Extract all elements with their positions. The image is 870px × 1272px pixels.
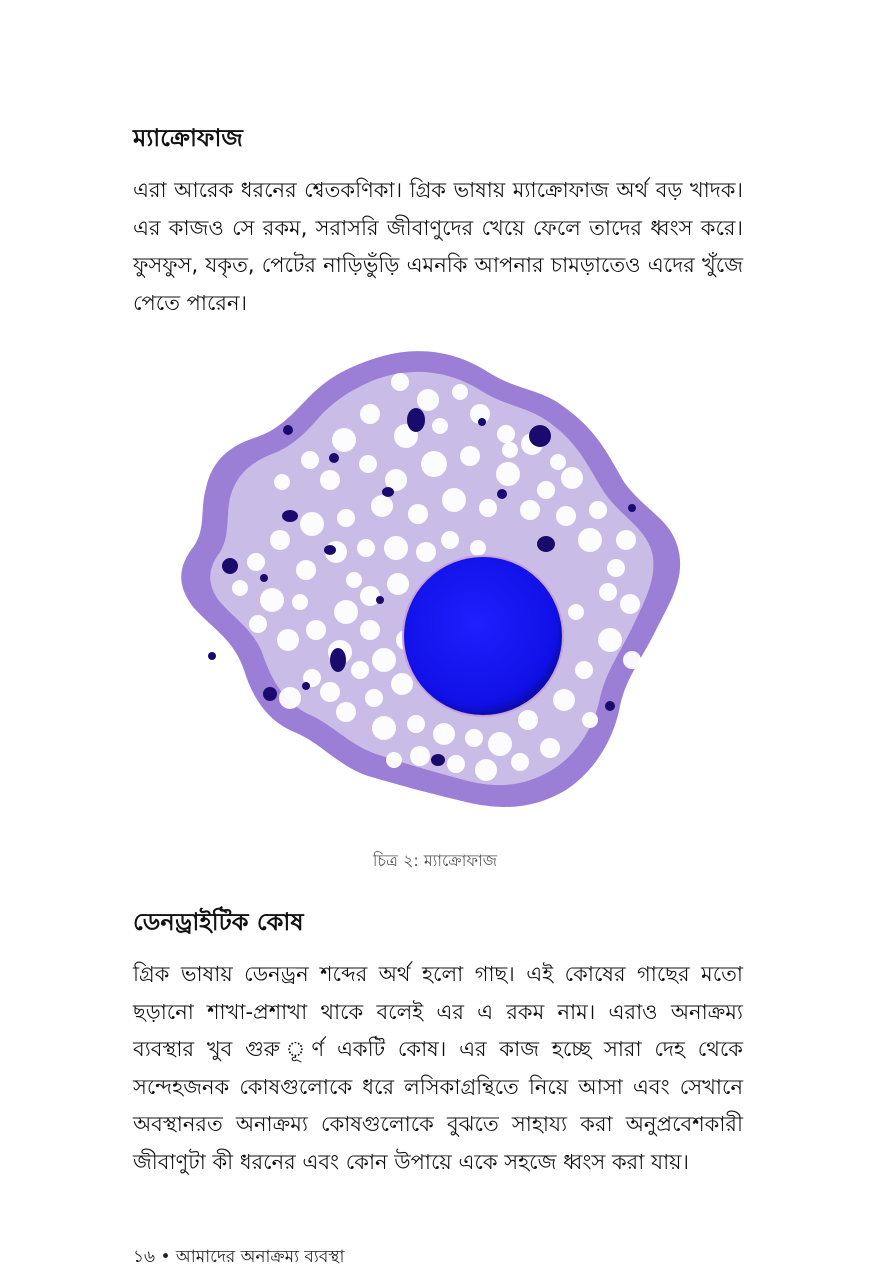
vacuole-65 bbox=[433, 723, 455, 745]
vacuole-13 bbox=[274, 474, 290, 490]
vacuole-84 bbox=[386, 752, 402, 768]
granule-6 bbox=[222, 558, 238, 574]
vacuole-42 bbox=[416, 542, 436, 562]
granule-7 bbox=[324, 545, 336, 555]
vacuole-69 bbox=[553, 689, 575, 711]
granule-20 bbox=[628, 504, 636, 512]
vacuole-44 bbox=[470, 540, 486, 556]
granule-2 bbox=[529, 425, 551, 447]
vacuole-68 bbox=[518, 710, 538, 730]
vacuole-79 bbox=[410, 746, 430, 766]
page-footer: ১৬ • আমাদের অনাক্রম্য ব্যবস্থা bbox=[133, 1247, 345, 1267]
vacuole-72 bbox=[620, 594, 640, 614]
vacuole-10 bbox=[550, 454, 566, 470]
vacuole-29 bbox=[442, 488, 466, 512]
vacuole-22 bbox=[589, 501, 607, 519]
vacuole-14 bbox=[320, 470, 340, 490]
vacuole-49 bbox=[360, 586, 380, 606]
vacuole-70 bbox=[575, 661, 593, 679]
vacuole-46 bbox=[277, 629, 299, 651]
vacuole-31 bbox=[371, 495, 393, 517]
vacuole-8 bbox=[497, 425, 515, 443]
vacuole-60 bbox=[336, 702, 356, 722]
vacuole-36 bbox=[232, 580, 248, 596]
vacuole-23 bbox=[616, 530, 636, 550]
granule-13 bbox=[605, 701, 615, 711]
vacuole-58 bbox=[372, 648, 396, 672]
vacuole-34 bbox=[270, 530, 290, 550]
vacuole-71 bbox=[598, 628, 622, 652]
vacuole-86 bbox=[346, 572, 362, 588]
granule-3 bbox=[282, 510, 298, 522]
vacuole-37 bbox=[260, 588, 284, 612]
vacuole-55 bbox=[279, 687, 301, 709]
vacuole-67 bbox=[488, 732, 512, 756]
figure-caption: চিত্র ২: ম্যাক্রোফাজ bbox=[372, 851, 498, 870]
paragraph-macrophage: এরা আরেক ধরনের শ্বেতকণিকা। গ্রিক ভাষায় ম্যাক্রোফাজ অর্থ বড় খাদক। এর কাজও সে রকম, সরাসরি জীবাণুদের খেয়ে ফেলে তাদের ধ্বংস করে। ফুসফুস, যকৃত, পেটের নাড়িভুঁড়ি এমনকি আপনার চামড়াতেও এদের খুঁজে পেতে পারেন। bbox=[133, 178, 743, 315]
vacuole-1 bbox=[391, 373, 409, 391]
granule-4 bbox=[382, 487, 394, 497]
granule-16 bbox=[329, 453, 339, 463]
vacuole-32 bbox=[337, 509, 355, 527]
vacuole-2 bbox=[417, 389, 439, 411]
vacuole-12 bbox=[301, 451, 319, 469]
vacuole-76 bbox=[511, 753, 529, 771]
granule-5 bbox=[497, 489, 507, 499]
vacuole-27 bbox=[520, 500, 540, 520]
vacuole-17 bbox=[421, 451, 447, 477]
vacuole-30 bbox=[408, 504, 428, 524]
vacuole-19 bbox=[496, 462, 520, 486]
vacuole-15 bbox=[359, 455, 377, 473]
granule-8 bbox=[260, 574, 268, 582]
vacuole-80 bbox=[582, 712, 598, 728]
granule-10 bbox=[330, 648, 346, 672]
vacuole-81 bbox=[623, 651, 641, 669]
nucleus bbox=[403, 556, 563, 716]
section-heading-dendritic-cell: ডেনড্রাইটিক কোষ bbox=[133, 908, 304, 936]
vacuole-11 bbox=[332, 428, 356, 452]
vacuole-26 bbox=[556, 506, 576, 526]
vacuole-62 bbox=[391, 673, 413, 695]
vacuole-41 bbox=[384, 536, 408, 560]
vacuole-82 bbox=[292, 594, 308, 610]
vacuole-18 bbox=[460, 446, 480, 466]
granule-15 bbox=[478, 418, 486, 426]
granule-17 bbox=[208, 652, 216, 660]
vacuole-25 bbox=[578, 528, 602, 552]
granule-1 bbox=[407, 408, 425, 432]
vacuole-33 bbox=[300, 512, 324, 536]
vacuole-45 bbox=[249, 615, 267, 633]
paragraph-dendritic-cell: গ্রিক ভাষায় ডেনড্রন শব্দের অর্থ হলো গাছ। এই কোষের গাছের মতো ছড়ানো শাখা-প্রশাখা থাকে বলেই এর এ রকম নাম। এরাও অনাক্রম্য ব্যবস্থার খুব গুরু ূর্ণ একটি কোষ। এর কাজ হচ্ছে সারা দেহ থেকে সন্দেহজনক কোষগুলোকে ধরে লসিকাগ্রন্থিতে নিয়ে আসা এবং সেখানে অবস্থানরত অনাক্রম্য কোষগুলোকে বুঝতে সাহায্য করা অনুপ্রবেশকারী জীবাণুটা কী ধরনের এবং কোন উপায়ে একে সহজে ধ্বংস করা যায়। bbox=[133, 962, 743, 1174]
granule-19 bbox=[302, 682, 310, 690]
granule-18 bbox=[376, 596, 384, 604]
vacuole-3 bbox=[452, 384, 468, 400]
vacuole-6 bbox=[432, 418, 448, 434]
vacuole-74 bbox=[568, 604, 584, 620]
vacuole-28 bbox=[479, 499, 497, 517]
vacuole-38 bbox=[296, 560, 316, 580]
section-heading-macrophage: ম্যাক্রোফাজ bbox=[133, 124, 243, 152]
vacuole-24 bbox=[607, 559, 625, 577]
vacuole-4 bbox=[360, 404, 380, 424]
vacuole-63 bbox=[372, 716, 396, 740]
vacuole-35 bbox=[247, 553, 265, 571]
vacuole-66 bbox=[465, 729, 483, 747]
vacuole-52 bbox=[360, 620, 380, 640]
vacuole-50 bbox=[387, 573, 409, 595]
vacuole-64 bbox=[407, 715, 425, 733]
granule-14 bbox=[283, 425, 293, 435]
vacuole-20 bbox=[537, 481, 555, 499]
granule-12 bbox=[431, 754, 445, 766]
vacuole-78 bbox=[447, 755, 465, 773]
vacuole-57 bbox=[351, 661, 369, 679]
vacuole-77 bbox=[475, 759, 497, 781]
vacuole-85 bbox=[502, 442, 518, 458]
vacuole-61 bbox=[365, 689, 383, 707]
granule-11 bbox=[263, 687, 277, 701]
vacuole-40 bbox=[357, 539, 375, 557]
vacuole-75 bbox=[540, 738, 560, 758]
vacuole-73 bbox=[599, 583, 617, 601]
vacuole-43 bbox=[441, 531, 459, 549]
vacuole-21 bbox=[561, 467, 583, 489]
macrophage-illustration bbox=[170, 340, 710, 820]
vacuole-47 bbox=[306, 620, 326, 640]
vacuole-48 bbox=[334, 600, 358, 624]
granule-9 bbox=[537, 536, 555, 552]
vacuole-56 bbox=[320, 682, 340, 702]
